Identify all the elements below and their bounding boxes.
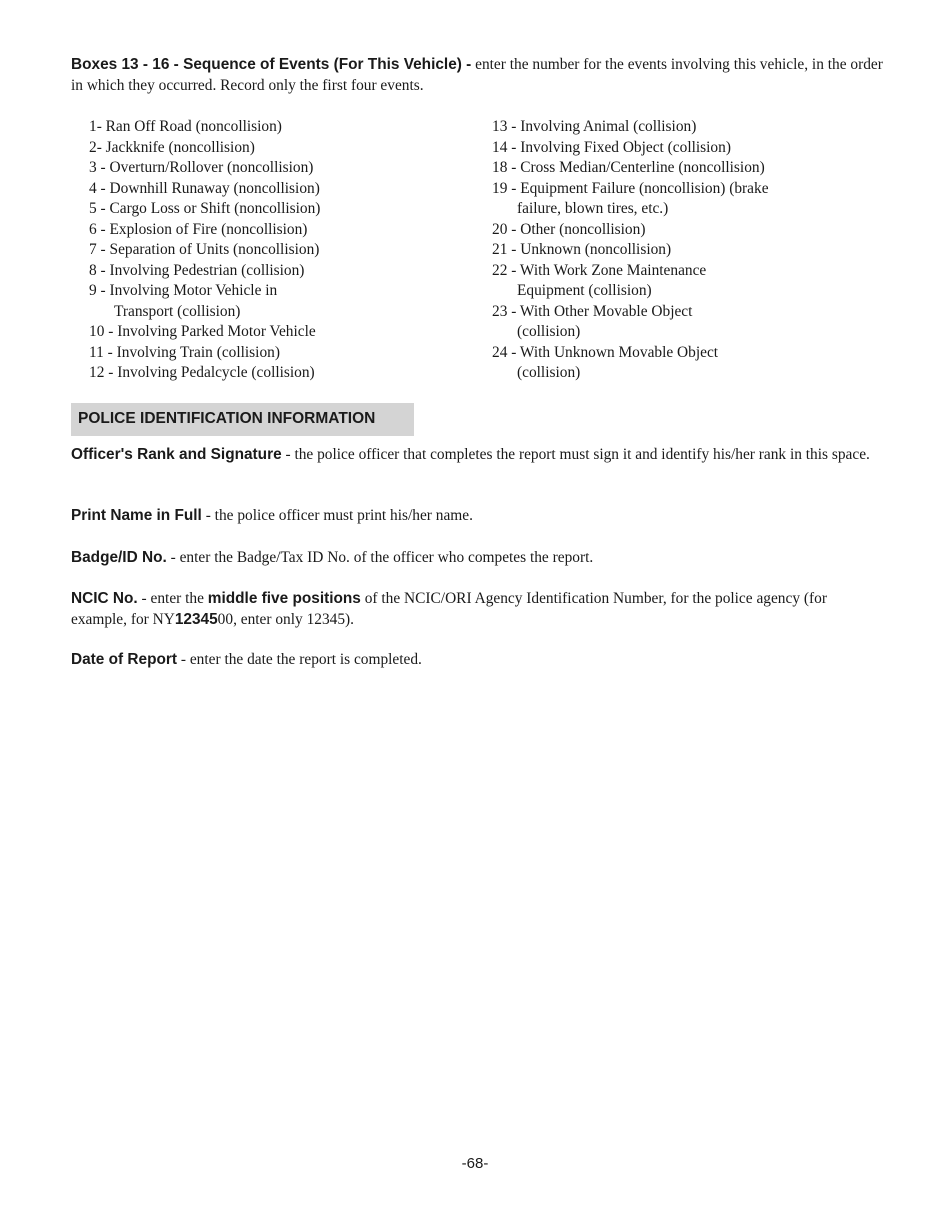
ncic-paragraph bbox=[71, 589, 886, 630]
event-item: 22 - With Work Zone Maintenance Equipment (collision) bbox=[492, 261, 707, 299]
sequence-of-events-intro bbox=[71, 55, 886, 96]
ncic-text-b: of the NCIC/ORI Agency Identification Number, for the police agency (for example, for NY bbox=[71, 590, 827, 628]
print-name-heading: Print Name in Full bbox=[71, 507, 202, 524]
section-header-police-identification: POLICE IDENTIFICATION INFORMATION bbox=[71, 403, 414, 436]
date-of-report-paragraph bbox=[71, 650, 886, 671]
event-item: 14 - Involving Fixed Object (collision) bbox=[492, 138, 731, 156]
event-item: 24 - With Unknown Movable Object (collision) bbox=[492, 343, 719, 381]
event-item: 9 - Involving Motor Vehicle in Transport (collision) bbox=[89, 282, 278, 320]
officer-rank-paragraph bbox=[71, 445, 886, 466]
event-item: 12 - Involving Pedalcycle (collision) bbox=[89, 364, 315, 381]
event-item: 10 - Involving Parked Motor Vehicle bbox=[89, 323, 316, 340]
event-item: 20 - Other (noncollision) bbox=[492, 220, 646, 238]
ncic-text-c: 00, enter only 12345). bbox=[217, 610, 355, 628]
event-item: 5 - Cargo Loss or Shift (noncollision) bbox=[89, 200, 321, 217]
ncic-heading: NCIC No. bbox=[71, 590, 138, 607]
date-of-report-text: - enter the date the report is completed. bbox=[177, 651, 422, 668]
event-item: 18 - Cross Median/Centerline (noncollision) bbox=[492, 159, 765, 176]
ncic-emphasis: middle five positions bbox=[207, 590, 361, 607]
event-item: 2- Jackknife (noncollision) bbox=[89, 138, 255, 156]
event-item: 4 - Downhill Runaway (noncollision) bbox=[89, 179, 320, 197]
events-list-left bbox=[89, 117, 469, 384]
sequence-of-events-text: enter the number for the events involving this vehicle, in the order in which they occurred. Record only the first four events. bbox=[71, 56, 883, 94]
print-name-text: - the police officer must print his/her name. bbox=[201, 507, 473, 524]
badge-id-text: - enter the Badge/Tax ID No. of the officer who competes the report. bbox=[166, 549, 594, 566]
date-of-report-heading: Date of Report bbox=[71, 651, 178, 668]
event-item: 1- Ran Off Road (noncollision) bbox=[89, 118, 282, 135]
ncic-text-a: - enter the bbox=[137, 590, 208, 607]
event-item: 7 - Separation of Units (noncollision) bbox=[89, 241, 320, 258]
event-item: 6 - Explosion of Fire (noncollision) bbox=[89, 220, 308, 238]
officer-rank-heading: Officer's Rank and Signature bbox=[71, 446, 282, 463]
badge-id-paragraph bbox=[71, 548, 886, 569]
event-item: 19 - Equipment Failure (noncollision) (brake failure, blown tires, etc.) bbox=[492, 179, 769, 217]
badge-id-heading: Badge/ID No. bbox=[71, 549, 167, 566]
sequence-of-events-heading: Boxes 13 - 16 - Sequence of Events (For This Vehicle) - bbox=[71, 56, 472, 73]
event-item: 21 - Unknown (noncollision) bbox=[492, 241, 672, 258]
event-item: 8 - Involving Pedestrian (collision) bbox=[89, 261, 305, 279]
events-list-right bbox=[492, 117, 892, 384]
event-item: 13 - Involving Animal (collision) bbox=[492, 118, 697, 135]
event-item: 3 - Overturn/Rollover (noncollision) bbox=[89, 159, 314, 176]
print-name-paragraph bbox=[71, 506, 886, 527]
page-number: -68- bbox=[461, 1155, 489, 1172]
officer-rank-text: - the police officer that completes the report must sign it and identify his/her rank in this space. bbox=[281, 446, 870, 463]
ncic-example-bold: 12345 bbox=[174, 610, 218, 628]
event-item: 11 - Involving Train (collision) bbox=[89, 343, 280, 361]
event-item: 23 - With Other Movable Object (collision) bbox=[492, 302, 693, 340]
